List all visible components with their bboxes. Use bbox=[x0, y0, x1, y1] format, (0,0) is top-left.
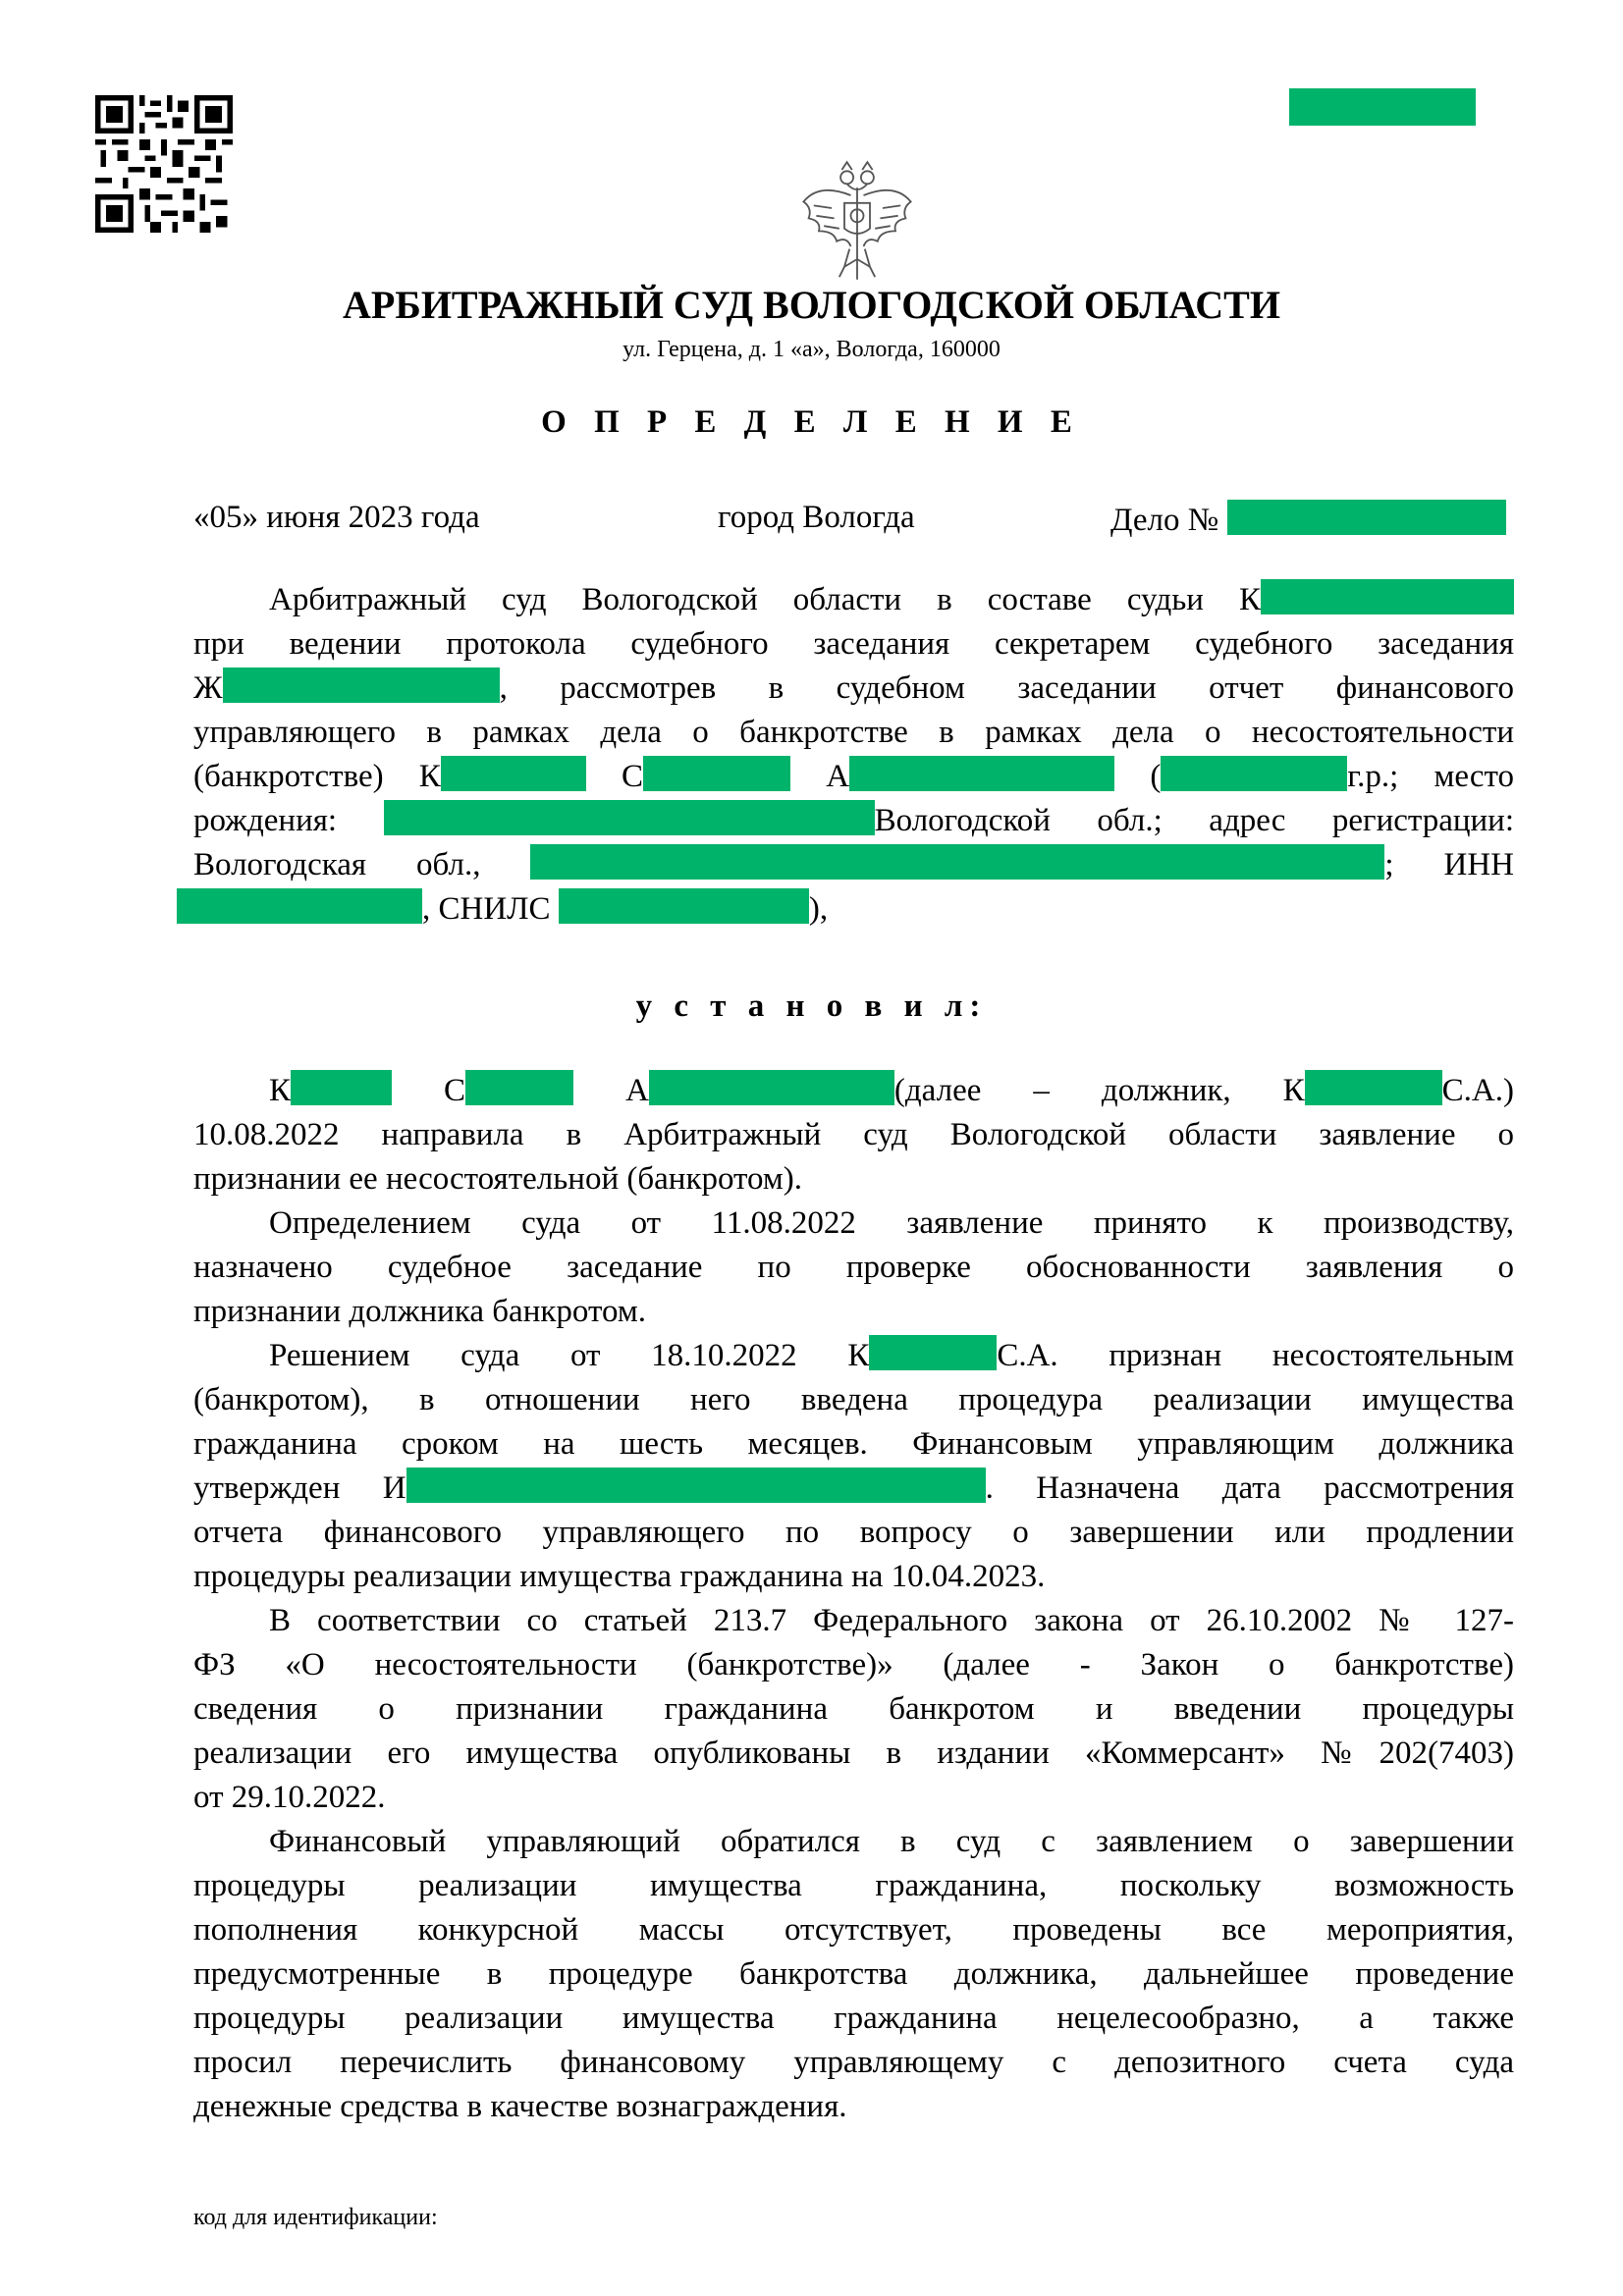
redaction-block bbox=[1261, 579, 1514, 614]
court-address: ул. Герцена, д. 1 «а», Вологда, 160000 bbox=[622, 337, 1001, 362]
paragraph-1: К С А (далее – должник, К С.А.) 10.08.2022 направила в Арбитражный суд Вологодской области заявление о признании ее несостоятельной (банкротом). bbox=[193, 1069, 1514, 1201]
paragraph-4: В соответствии со статьей 213.7 Федерального закона от 26.10.2002 № 127- ФЗ «О несостоятельности (банкротстве)» (далее - Закон о банкротстве) сведения о признании гражданина банкротом и введении процедуры реализации его имущества опубликованы в издании «Коммерсант» №202(7403) от 29.10.2022. bbox=[193, 1603, 1514, 1815]
redaction-block bbox=[643, 756, 790, 791]
section-heading-ustanovil: у с т а н о в и л: bbox=[635, 988, 988, 1024]
redaction-block bbox=[291, 1070, 392, 1105]
qr-code-icon bbox=[95, 95, 233, 233]
court-name: АРБИТРАЖНЫЙ СУД ВОЛОГОДСКОЙ ОБЛАСТИ bbox=[343, 283, 1280, 327]
paragraph-2: Определением суда от 11.08.2022 заявление принято к производству, назначено судебное заседание по проверке обоснованности заявления о признании должника банкротом. bbox=[193, 1205, 1514, 1329]
redaction-block bbox=[465, 1070, 573, 1105]
redaction-block bbox=[849, 756, 1114, 791]
redaction-block bbox=[649, 1070, 894, 1105]
redaction-block bbox=[869, 1335, 997, 1370]
redaction-block bbox=[1227, 500, 1506, 535]
document-date: «05» июня 2023 года bbox=[193, 500, 480, 535]
redaction-block bbox=[406, 1468, 986, 1503]
document-city: город Вологда bbox=[718, 500, 915, 535]
case-number bbox=[1110, 500, 1506, 539]
coat-of-arms-icon bbox=[793, 157, 921, 285]
redaction-block bbox=[441, 756, 586, 791]
case-label: Дело № bbox=[1110, 503, 1219, 538]
redaction-block bbox=[1289, 88, 1476, 126]
paragraph-3: Решением суда от 18.10.2022 К С.А. признан несостоятельным (банкротом), в отношении него введена процедура реализации имущества гражданина сроком на шесть месяцев. Финансовым управляющим должника утвержден И . Назначена дата рассмотрения отчета финансового управляющего по вопросу о завершении или продлении процедуры реализации имущества гражданина на 10.04.2023. bbox=[193, 1334, 1514, 1599]
redaction-block bbox=[177, 888, 422, 924]
redaction-block bbox=[1305, 1070, 1442, 1105]
document-title: О П Р Е Д Е Л Е Н И Е bbox=[541, 404, 1082, 440]
redaction-block bbox=[223, 667, 500, 703]
redaction-block bbox=[1161, 756, 1347, 791]
redaction-block bbox=[559, 888, 809, 924]
intro-paragraph: Арбитражный суд Вологодской области в составе судьи К при ведении протокола судебного заседания секретарем судебного заседания Ж , рассмотрев в судебном заседании отчет финансового управляющего в рамках дела о банкротстве в рамках дела о несостоятельности (банкротстве) К С А ( г.р.; место рождения: Вологодской обл.; адрес регистрации: Вологодская обл., ; ИНН , СНИЛС ), bbox=[193, 578, 1514, 932]
paragraph-5: Финансовый управляющий обратился в суд с заявлением о завершении процедуры реализации имущества гражданина, поскольку возможность пополнения конкурсной массы отсутствует, проведены все мероприятия, предусмотренные в процедуре банкротства должника, дальнейшее проведение процедуры реализации имущества гражданина нецелесообразно, а также просил перечислить финансовому управляющему с депозитного счета суда денежные средства в качестве вознаграждения. bbox=[193, 1824, 1514, 2124]
redaction-block bbox=[530, 844, 1384, 880]
redaction-block bbox=[384, 800, 875, 835]
identification-code-label: код для идентификации: bbox=[193, 2205, 438, 2230]
